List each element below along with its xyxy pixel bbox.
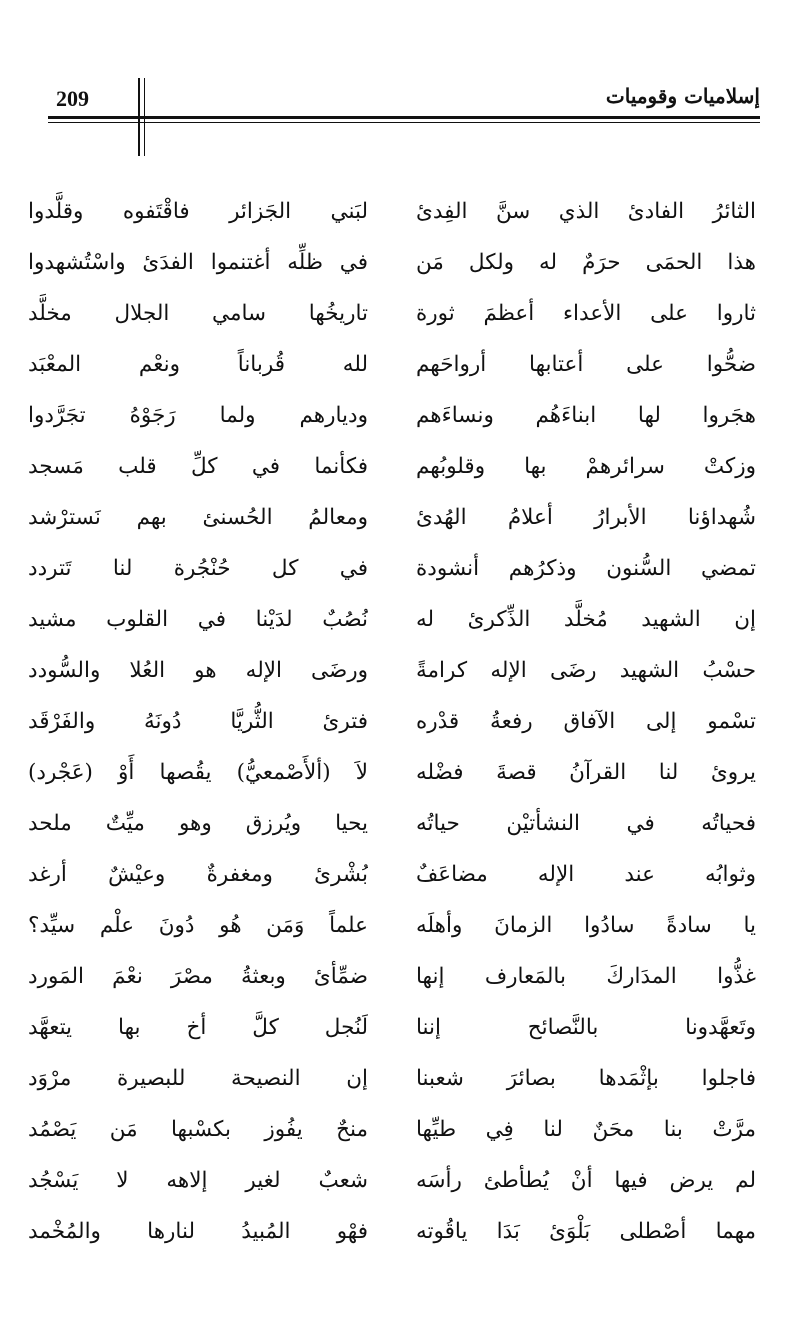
verse-line: يا سادةً سادُوا الزمانَ وأهلَه [416,913,756,938]
header-rule-thin [48,122,760,123]
verse-line: نُصُبٌ لدَيْنا في القلوب مشيد [28,607,368,632]
header-rule [48,116,760,119]
verse-line: مهما أصْطلى بَلْوَئ بَدَا ياقُوته [416,1219,756,1244]
verse-line: علماً وَمَن هُو دُونَ علْم سيِّد؟ [28,913,368,938]
verse-line: ثاروا على الأعداء أعظمَ ثورة [416,301,756,326]
verse-line: وتَعهَّدونا بالنَّصائح إننا [416,1015,756,1040]
verse-line: إن النصيحة للبصيرة مرْوَد [28,1066,368,1091]
verse-line: منحٌ يفُوز بكسْبها مَن يَصْمُد [28,1117,368,1142]
verse-line: حسْبُ الشهيد رضَى الإله كرامةً [416,658,756,683]
poem-left-column [28,186,368,1257]
verse-line: فاجلوا بإثْمَدها بصائرَ شعبنا [416,1066,756,1091]
verse-line: ورضَى الإله هو العُلا والسُّودد [28,658,368,683]
verse-line: إن الشهيد مُخلَّد الذِّكرئ له [416,607,756,632]
verse-line: وديارهم ولما رَجَوْهُ تجَرَّدوا [28,403,368,428]
verse-line: وزكتْ سرائرهمْ بها وقلوبُهم [416,454,756,479]
verse-line: الثائرُ الفادئ الذي سنَّ الفِدئ [416,199,756,224]
page-header [48,78,760,118]
verse-line: تسْمو إلى الآفاق رفعةُ قدْره [416,709,756,734]
verse-line: فحياتُه في النشأتيْن حياتُه [416,811,756,836]
verse-line: بُشْرئ ومغفرةٌ وعيْشٌ أرغد [28,862,368,887]
verse-line: لبَني الجَزائر فاقْتَفوه وقلَّدوا [28,199,368,224]
verse-line: لاَ (ألأَصْمعيُّ) يقُصها أَوْ (عَجْرد) [28,760,368,785]
verse-line: شُهداؤنا الأبرارُ أعلامُ الهُدئ [416,505,756,530]
verse-line: ضمِّأئ وبعثةُ مصْرَ نعْمَ المَورد [28,964,368,989]
verse-line: لله قُرباناً ونعْم المعْبَد [28,352,368,377]
verse-line: في ظلِّه أغتنموا الفدَئ واسْتُشهدوا [28,250,368,275]
verse-line: لَنُجل كلَّ أخ بها يتعهَّد [28,1015,368,1040]
verse-line: تاريخُها سامي الجلال مخلَّد [28,301,368,326]
verse-line: فكأنما في كلِّ قلب مَسجد [28,454,368,479]
verse-line: مرَّتْ بنا محَنٌ لنا فِي طيِّها [416,1117,756,1142]
verse-line: يحيا ويُرزق وهو ميِّتٌ ملحد [28,811,368,836]
running-title: إسلاميات وقوميات [605,84,760,108]
verse-line: وثوابُه عند الإله مضاعَفٌ [416,862,756,887]
verse-line: شعبٌ لغير إلاهه لا يَسْجُد [28,1168,368,1193]
verse-line: لم يرض فيها أنْ يُطأطئ رأسَه [416,1168,756,1193]
verse-line: غذُّوا المدَاركَ بالمَعارف إنها [416,964,756,989]
verse-line: تمضي السُّنون وذكرُهم أنشودة [416,556,756,581]
poem-right-column [416,186,756,1257]
verse-line: فترئ الثُّريَّا دُونَهُ والفَرْقَد [28,709,368,734]
verse-line: في كل حُنْجُرة لنا تَتردد [28,556,368,581]
verse-line: فهْو المُبيدُ لنارها والمُخْمد [28,1219,368,1244]
verse-line: هذا الحمَى حرَمٌ له ولكل مَن [416,250,756,275]
verse-line: ومعالمُ الحُسنئ بهم نَسترْشد [28,505,368,530]
verse-line: ضحُّوا على أعتابها أرواحَهم [416,352,756,377]
verse-line: يروئ لنا القرآنُ قصةَ فضْله [416,760,756,785]
verse-line: هجَروا لها ابناءَهُم ونساءَهم [416,403,756,428]
page-number: 209 [56,86,89,111]
